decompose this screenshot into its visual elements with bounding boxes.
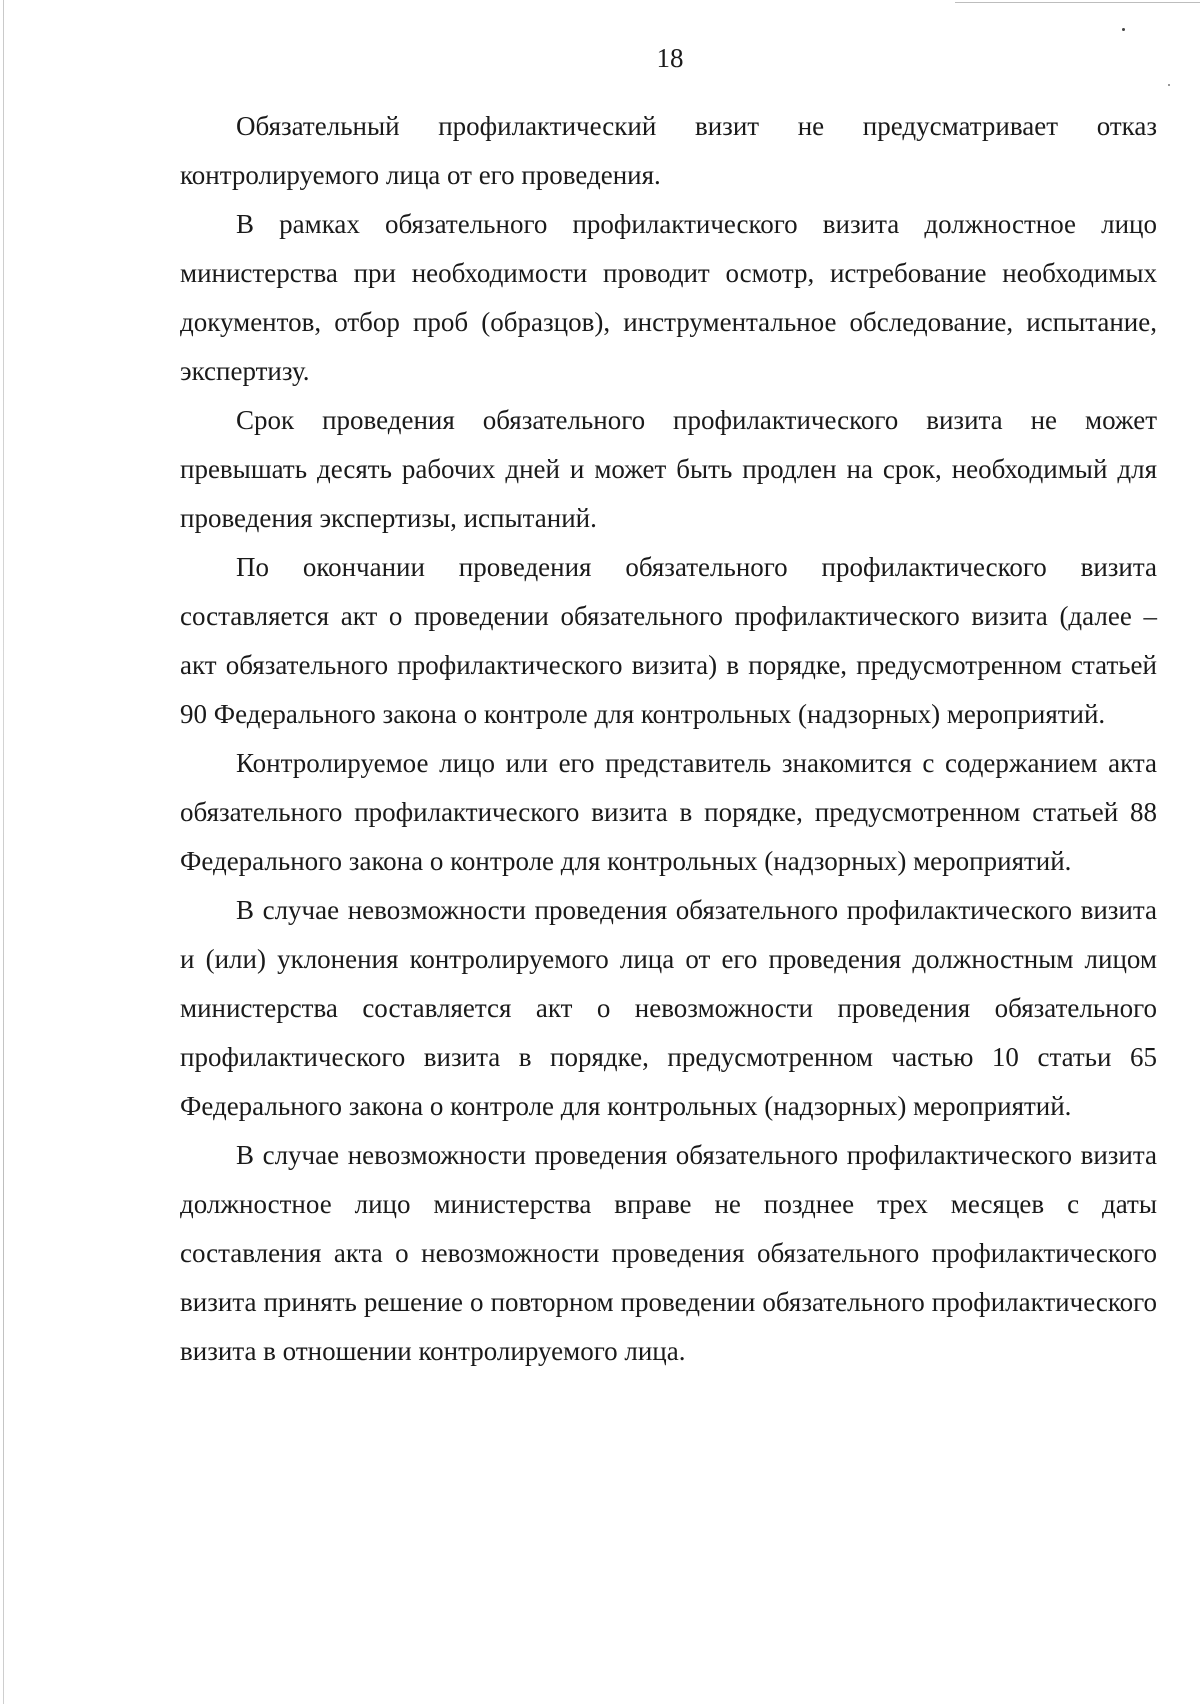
page-number: 18 — [656, 43, 684, 73]
scan-edge-line — [3, 0, 4, 1704]
paragraph: Срок проведения обязательного профилактического визита не может превышать десять рабочих дней и может быть продлен на срок, необходимый для проведения экспертизы, испытаний. — [180, 405, 1157, 533]
paragraph: В случае невозможности проведения обязательного профилактического визита должностное лицо министерства вправе не позднее трех месяцев с даты составления акта о невозможности проведения обязательного профилактического визита принять решение о повторном проведении обязательного профилактического визита в отношении контролируемого лица. — [180, 1140, 1157, 1366]
paragraph: Обязательный профилактический визит не предусматривает отказ контролируемого лица от его проведения. — [180, 111, 1157, 190]
scan-speck — [1168, 84, 1170, 86]
paragraph: В рамках обязательного профилактического визита должностное лицо министерства при необходимости проводит осмотр, истребование необходимых документов, отбор проб (образцов), инструментальное обследование, испытание, экспертизу. — [180, 209, 1157, 386]
paragraph: По окончании проведения обязательного профилактического визита составляется акт о проведении обязательного профилактического визита (далее – акт обязательного профилактического визита) в порядке, предусмотренном статьей 90 Федерального закона о контроле для контрольных (надзорных) мероприятий. — [180, 552, 1157, 729]
paragraph: В случае невозможности проведения обязательного профилактического визита и (или) уклонения контролируемого лица от его проведения должностным лицом министерства составляется акт о невозможности проведения обязательного профилактического визита в порядке, предусмотренном частью 10 статьи 65 Федерального закона о контроле для контрольных (надзорных) мероприятий. — [180, 895, 1157, 1121]
body-text — [180, 102, 1157, 1376]
paragraph: Контролируемое лицо или его представитель знакомится с содержанием акта обязательного профилактического визита в порядке, предусмотренном статьей 88 Федерального закона о контроле для контрольных (надзорных) мероприятий. — [180, 748, 1157, 876]
scan-edge-line-top — [955, 2, 1200, 3]
scan-speck — [1122, 28, 1125, 31]
